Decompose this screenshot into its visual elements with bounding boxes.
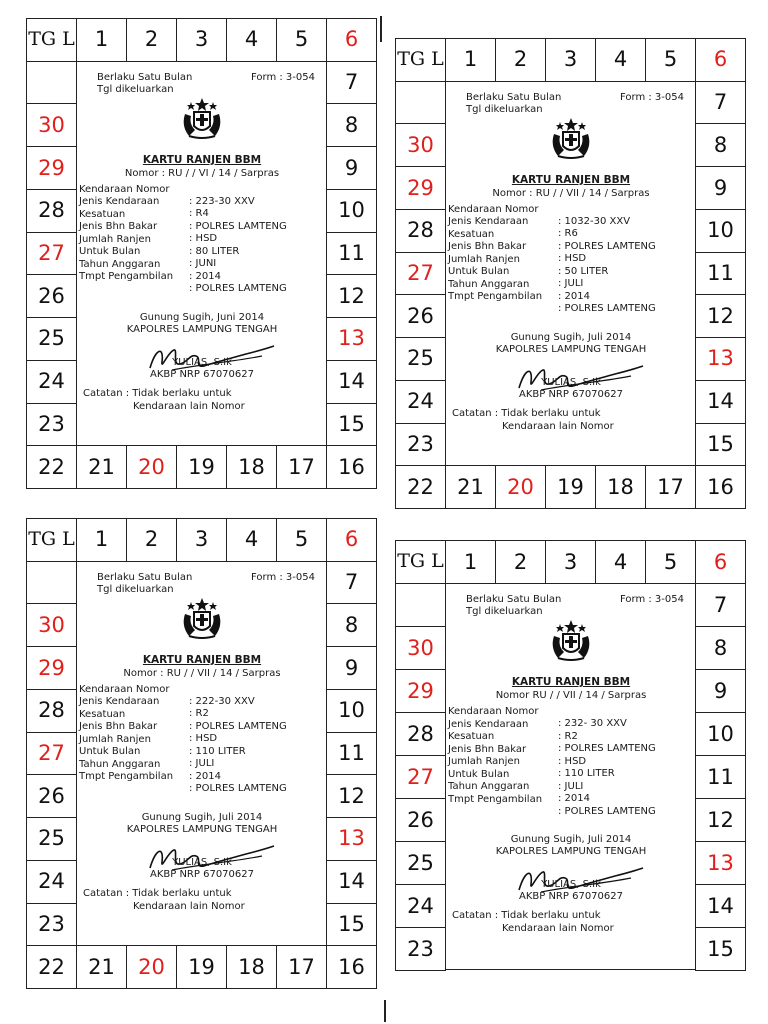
note-label: Catatan : Tidak berlaku untuk bbox=[452, 407, 601, 419]
card-body bbox=[77, 562, 327, 947]
field-value: : POLRES LAMTENG bbox=[558, 303, 656, 315]
day-cell[interactable]: 20 bbox=[126, 945, 177, 989]
issue-date-label: Tgl dikeluarkan bbox=[466, 606, 543, 617]
field-value: : R2 bbox=[189, 708, 209, 720]
day-cell[interactable]: 11 bbox=[695, 252, 746, 296]
day-cell[interactable]: 14 bbox=[695, 884, 746, 928]
field-value: : 110 LITER bbox=[189, 745, 246, 757]
tgl-header-cell[interactable]: TG L bbox=[395, 38, 446, 82]
day-cell[interactable]: 11 bbox=[326, 732, 377, 776]
issue-date-label: Tgl dikeluarkan bbox=[97, 83, 174, 95]
kapolres-title: KAPOLRES LAMPUNG TENGAH bbox=[495, 343, 647, 355]
issue-date-label: Tgl dikeluarkan bbox=[97, 583, 174, 595]
field-label: Untuk Bulan bbox=[79, 746, 141, 758]
day-cell[interactable]: 12 bbox=[326, 774, 377, 818]
day-cell[interactable]: 12 bbox=[326, 274, 377, 318]
day-cell[interactable]: 13 bbox=[326, 817, 377, 861]
day-cell[interactable]: 2 bbox=[495, 540, 546, 584]
card-number: Nomor RU / / VII / 14 / Sarpras bbox=[495, 690, 647, 701]
day-cell[interactable]: 1 bbox=[445, 38, 496, 82]
day-cell[interactable]: 27 bbox=[395, 755, 446, 799]
day-cell[interactable]: 4 bbox=[595, 540, 646, 584]
day-cell[interactable]: 22 bbox=[26, 945, 77, 989]
day-cell[interactable]: 25 bbox=[395, 841, 446, 885]
day-cell[interactable]: 13 bbox=[695, 337, 746, 381]
signer-name: YULIAS, S.Ik bbox=[172, 356, 232, 368]
day-cell[interactable]: 28 bbox=[26, 189, 77, 233]
day-cell[interactable]: 10 bbox=[326, 189, 377, 233]
cut-mark bbox=[384, 1000, 386, 1022]
field-label: Tmpt Pengambilan bbox=[79, 271, 174, 283]
form-number: Form : 3-054 bbox=[620, 91, 684, 103]
empty-day-cell[interactable] bbox=[395, 583, 446, 627]
field-value: : HSD bbox=[189, 733, 218, 745]
day-cell[interactable]: 13 bbox=[326, 317, 377, 361]
day-cell[interactable]: 14 bbox=[326, 360, 377, 404]
field-label: Jumlah Ranjen bbox=[79, 233, 151, 245]
field-label: Jenis Bhn Bakar bbox=[79, 221, 158, 233]
field-value: : 110 LITER bbox=[558, 768, 615, 779]
day-cell[interactable]: 24 bbox=[26, 360, 77, 404]
signer-nrp: AKBP NRP 67070627 bbox=[518, 891, 623, 902]
issue-date-label: Tgl dikeluarkan bbox=[466, 103, 543, 115]
field-label: Untuk Bulan bbox=[79, 246, 141, 258]
day-cell[interactable]: 27 bbox=[26, 732, 77, 776]
day-cell[interactable]: 8 bbox=[695, 123, 746, 167]
day-cell[interactable]: 23 bbox=[26, 903, 77, 947]
field-value: : JULI bbox=[189, 758, 215, 770]
tgl-header-cell[interactable]: TG L bbox=[26, 18, 77, 62]
field-value: : JULI bbox=[558, 780, 584, 792]
kapolres-title: KAPOLRES LAMPUNG TENGAH bbox=[126, 823, 278, 835]
card-number: Nomor : RU / / VII / 14 / Sarpras bbox=[123, 667, 281, 679]
empty-day-cell[interactable] bbox=[395, 81, 446, 125]
day-cell[interactable]: 4 bbox=[226, 18, 277, 62]
field-value: : JULI bbox=[558, 278, 584, 290]
day-cell[interactable]: 17 bbox=[276, 445, 327, 489]
field-value: : POLRES LAMTENG bbox=[189, 720, 287, 732]
day-cell[interactable]: 30 bbox=[26, 603, 77, 647]
ranjen-card bbox=[395, 38, 745, 508]
day-cell[interactable]: 20 bbox=[495, 465, 546, 509]
day-cell[interactable]: 25 bbox=[395, 337, 446, 381]
day-cell[interactable]: 11 bbox=[326, 232, 377, 276]
day-cell[interactable]: 4 bbox=[595, 38, 646, 82]
kapolres-title: KAPOLRES LAMPUNG TENGAH bbox=[126, 323, 278, 335]
card-title: KARTU RANJEN BBM bbox=[511, 676, 631, 688]
day-cell[interactable]: 1 bbox=[445, 540, 496, 584]
day-cell[interactable]: 27 bbox=[26, 232, 77, 276]
form-number: Form : 3-054 bbox=[251, 71, 315, 83]
day-cell[interactable]: 5 bbox=[645, 540, 696, 584]
day-cell[interactable]: 3 bbox=[545, 38, 596, 82]
validity-text: Berlaku Satu Bulan bbox=[97, 571, 193, 583]
field-label: Jumlah Ranjen bbox=[448, 756, 520, 767]
day-cell[interactable]: 29 bbox=[26, 146, 77, 190]
day-cell[interactable]: 7 bbox=[695, 583, 746, 627]
card-title: KARTU RANJEN BBM bbox=[142, 653, 262, 666]
day-cell[interactable]: 21 bbox=[76, 445, 127, 489]
day-cell[interactable]: 14 bbox=[695, 380, 746, 424]
note-label: Catatan : Tidak berlaku untuk bbox=[452, 910, 601, 921]
day-cell[interactable]: 3 bbox=[176, 518, 227, 562]
field-value: : HSD bbox=[558, 253, 587, 265]
day-cell[interactable]: 6 bbox=[326, 518, 377, 562]
field-value: : 2014 bbox=[558, 793, 590, 804]
day-cell[interactable]: 16 bbox=[326, 945, 377, 989]
day-cell[interactable]: 2 bbox=[126, 18, 177, 62]
day-cell[interactable]: 1 bbox=[76, 518, 127, 562]
field-label: Untuk Bulan bbox=[448, 266, 510, 278]
field-label: Tmpt Pengambilan bbox=[448, 793, 543, 805]
field-value: : R4 bbox=[189, 208, 209, 220]
field-value: : 2014 bbox=[558, 290, 590, 302]
day-cell[interactable]: 15 bbox=[695, 423, 746, 467]
day-cell[interactable]: 9 bbox=[326, 646, 377, 690]
day-cell[interactable]: 5 bbox=[276, 518, 327, 562]
ranjen-card bbox=[26, 518, 376, 988]
field-label: Tahun Anggaran bbox=[448, 781, 530, 792]
day-cell[interactable]: 26 bbox=[26, 274, 77, 318]
day-cell[interactable]: 30 bbox=[26, 103, 77, 147]
day-cell[interactable]: 7 bbox=[326, 61, 377, 105]
day-cell[interactable]: 28 bbox=[395, 712, 446, 756]
field-value: : HSD bbox=[558, 755, 587, 767]
card-title: KARTU RANJEN BBM bbox=[142, 153, 262, 166]
police-emblem-icon bbox=[548, 618, 594, 665]
day-cell[interactable]: 21 bbox=[76, 945, 127, 989]
card-body bbox=[446, 82, 696, 467]
tgl-header-cell[interactable]: TG L bbox=[395, 540, 446, 584]
form-number: Form : 3-054 bbox=[620, 594, 684, 605]
signer-nrp: AKBP NRP 67070627 bbox=[149, 868, 254, 880]
validity-text: Berlaku Satu Bulan bbox=[466, 91, 562, 103]
day-cell[interactable]: 22 bbox=[26, 445, 77, 489]
day-cell[interactable]: 28 bbox=[395, 209, 446, 253]
field-value: : POLRES LAMTENG bbox=[558, 743, 656, 754]
day-cell[interactable]: 26 bbox=[26, 774, 77, 818]
field-value: : POLRES LAMTENG bbox=[189, 783, 287, 795]
card-number: Nomor : RU / / VI / 14 / Sarpras bbox=[124, 167, 280, 179]
day-cell[interactable]: 29 bbox=[395, 166, 446, 210]
day-cell[interactable]: 14 bbox=[326, 860, 377, 904]
field-label: Jenis Kendaraan bbox=[448, 216, 529, 228]
field-label: Kendaraan Nomor bbox=[448, 203, 539, 215]
day-cell[interactable]: 29 bbox=[395, 669, 446, 713]
validity-text: Berlaku Satu Bulan bbox=[97, 71, 193, 83]
day-cell[interactable]: 1 bbox=[76, 18, 127, 62]
field-label: Untuk Bulan bbox=[448, 768, 510, 780]
day-cell[interactable]: 17 bbox=[645, 465, 696, 509]
field-label: Tmpt Pengambilan bbox=[79, 771, 174, 783]
form-number: Form : 3-054 bbox=[251, 571, 315, 583]
field-label: Kendaraan Nomor bbox=[79, 183, 170, 195]
field-label: Jumlah Ranjen bbox=[448, 253, 520, 265]
day-cell[interactable]: 26 bbox=[395, 798, 446, 842]
day-cell[interactable]: 24 bbox=[395, 380, 446, 424]
police-emblem-icon bbox=[179, 96, 225, 143]
day-cell[interactable]: 28 bbox=[26, 689, 77, 733]
day-cell[interactable]: 3 bbox=[545, 540, 596, 584]
day-cell[interactable]: 17 bbox=[276, 945, 327, 989]
day-cell[interactable]: 15 bbox=[326, 903, 377, 947]
card-number: Nomor : RU / / VII / 14 / Sarpras bbox=[492, 187, 650, 199]
day-cell[interactable]: 13 bbox=[695, 841, 746, 885]
day-cell[interactable]: 30 bbox=[395, 626, 446, 670]
ranjen-card bbox=[395, 540, 745, 970]
day-cell[interactable]: 4 bbox=[226, 518, 277, 562]
note-text: Kendaraan lain Nomor bbox=[502, 923, 614, 934]
day-cell[interactable]: 6 bbox=[695, 540, 746, 584]
day-cell[interactable]: 19 bbox=[176, 445, 227, 489]
day-cell[interactable]: 7 bbox=[326, 561, 377, 605]
day-cell[interactable]: 19 bbox=[545, 465, 596, 509]
day-cell[interactable]: 9 bbox=[326, 146, 377, 190]
day-cell[interactable]: 5 bbox=[645, 38, 696, 82]
field-value: : 232- 30 XXV bbox=[558, 718, 627, 729]
note-text: Kendaraan lain Nomor bbox=[133, 900, 245, 912]
tgl-header-cell[interactable]: TG L bbox=[26, 518, 77, 562]
field-label: Kendaraan Nomor bbox=[448, 706, 539, 717]
field-value: : POLRES LAMTENG bbox=[189, 220, 287, 232]
day-cell[interactable]: 23 bbox=[395, 927, 446, 971]
day-cell[interactable]: 29 bbox=[26, 646, 77, 690]
day-cell[interactable]: 9 bbox=[695, 669, 746, 713]
day-cell[interactable]: 25 bbox=[26, 317, 77, 361]
field-label: Jenis Bhn Bakar bbox=[448, 743, 527, 755]
day-cell[interactable]: 8 bbox=[326, 603, 377, 647]
field-label: Tahun Anggaran bbox=[79, 758, 161, 770]
field-value: : 50 LITER bbox=[558, 265, 609, 277]
day-cell[interactable]: 10 bbox=[695, 209, 746, 253]
field-value: : 2014 bbox=[189, 770, 221, 782]
field-label: Tmpt Pengambilan bbox=[448, 291, 543, 303]
field-label: Jumlah Ranjen bbox=[79, 733, 151, 745]
day-cell[interactable]: 24 bbox=[26, 860, 77, 904]
day-cell[interactable]: 12 bbox=[695, 798, 746, 842]
day-cell[interactable]: 18 bbox=[595, 465, 646, 509]
signer-nrp: AKBP NRP 67070627 bbox=[518, 388, 623, 400]
day-cell[interactable]: 10 bbox=[695, 712, 746, 756]
field-label: Jenis Kendaraan bbox=[448, 718, 529, 730]
field-value: : R6 bbox=[558, 228, 578, 240]
day-cell[interactable]: 22 bbox=[395, 465, 446, 509]
day-cell[interactable]: 11 bbox=[695, 755, 746, 799]
field-value: : 1032-30 XXV bbox=[558, 215, 631, 227]
police-emblem-icon bbox=[179, 596, 225, 643]
day-cell[interactable]: 24 bbox=[395, 884, 446, 928]
day-cell[interactable]: 30 bbox=[395, 123, 446, 167]
day-cell[interactable]: 18 bbox=[226, 445, 277, 489]
field-label: Kesatuan bbox=[448, 228, 495, 240]
day-cell[interactable]: 15 bbox=[695, 927, 746, 971]
day-cell[interactable]: 15 bbox=[326, 403, 377, 447]
day-cell[interactable]: 12 bbox=[695, 294, 746, 338]
card-body bbox=[446, 584, 696, 934]
day-cell[interactable]: 21 bbox=[445, 465, 496, 509]
day-cell[interactable]: 3 bbox=[176, 18, 227, 62]
note-text: Kendaraan lain Nomor bbox=[502, 420, 614, 432]
day-cell[interactable]: 5 bbox=[276, 18, 327, 62]
day-cell[interactable]: 8 bbox=[326, 103, 377, 147]
day-cell[interactable]: 19 bbox=[176, 945, 227, 989]
police-emblem-icon bbox=[548, 116, 594, 163]
place-date: Gunung Sugih, Juli 2014 bbox=[141, 811, 263, 823]
note-label: Catatan : Tidak berlaku untuk bbox=[83, 887, 232, 899]
field-label: Jenis Kendaraan bbox=[79, 696, 160, 708]
field-value: : POLRES LAMTENG bbox=[558, 805, 656, 817]
day-cell[interactable]: 2 bbox=[495, 38, 546, 82]
day-cell[interactable]: 20 bbox=[126, 445, 177, 489]
validity-text: Berlaku Satu Bulan bbox=[466, 594, 562, 605]
field-value: : 223-30 XXV bbox=[189, 195, 255, 207]
day-cell[interactable]: 23 bbox=[395, 423, 446, 467]
day-cell[interactable]: 23 bbox=[26, 403, 77, 447]
empty-day-cell[interactable] bbox=[26, 561, 77, 605]
place-date: Gunung Sugih, Juni 2014 bbox=[139, 311, 265, 323]
day-cell[interactable]: 8 bbox=[695, 626, 746, 670]
signer-nrp: AKBP NRP 67070627 bbox=[149, 368, 254, 380]
day-cell[interactable]: 2 bbox=[126, 518, 177, 562]
day-cell[interactable]: 9 bbox=[695, 166, 746, 210]
day-cell[interactable]: 10 bbox=[326, 689, 377, 733]
note-text: Kendaraan lain Nomor bbox=[133, 400, 245, 412]
day-cell[interactable]: 26 bbox=[395, 294, 446, 338]
field-value: : 222-30 XXV bbox=[189, 695, 255, 707]
cut-mark bbox=[380, 16, 382, 42]
ranjen-card bbox=[26, 18, 376, 488]
day-cell[interactable]: 16 bbox=[695, 465, 746, 509]
field-value: : R2 bbox=[558, 730, 578, 742]
card-title: KARTU RANJEN BBM bbox=[511, 173, 631, 186]
day-cell[interactable]: 6 bbox=[695, 38, 746, 82]
signer-name: YULIAS, S.Ik bbox=[541, 879, 601, 890]
day-cell[interactable]: 25 bbox=[26, 817, 77, 861]
field-value: : 80 LITER bbox=[189, 245, 240, 257]
field-value: : 2014 bbox=[189, 270, 221, 282]
empty-day-cell[interactable] bbox=[26, 61, 77, 105]
field-value: : POLRES LAMTENG bbox=[189, 283, 287, 295]
day-cell[interactable]: 27 bbox=[395, 252, 446, 296]
field-value: : POLRES LAMTENG bbox=[558, 240, 656, 252]
kapolres-title: KAPOLRES LAMPUNG TENGAH bbox=[495, 846, 647, 857]
place-date: Gunung Sugih, Juli 2014 bbox=[510, 834, 632, 845]
field-label: Tahun Anggaran bbox=[448, 278, 530, 290]
place-date: Gunung Sugih, Juli 2014 bbox=[510, 331, 632, 343]
field-value: : HSD bbox=[189, 233, 218, 245]
field-label: Jenis Bhn Bakar bbox=[79, 721, 158, 733]
signer-name: YULIAS, S.Ik bbox=[172, 856, 232, 868]
day-cell[interactable]: 16 bbox=[326, 445, 377, 489]
field-label: Tahun Anggaran bbox=[79, 258, 161, 270]
field-label: Jenis Kendaraan bbox=[79, 196, 160, 208]
day-cell[interactable]: 6 bbox=[326, 18, 377, 62]
day-cell[interactable]: 18 bbox=[226, 945, 277, 989]
field-label: Kesatuan bbox=[448, 731, 495, 742]
day-cell[interactable]: 7 bbox=[695, 81, 746, 125]
note-label: Catatan : Tidak berlaku untuk bbox=[83, 387, 232, 399]
field-label: Kesatuan bbox=[79, 208, 126, 220]
field-label: Kesatuan bbox=[79, 708, 126, 720]
signer-name: YULIAS, S.Ik bbox=[541, 376, 601, 388]
card-body bbox=[77, 62, 327, 447]
field-label: Jenis Bhn Bakar bbox=[448, 241, 527, 253]
field-value: : JUNI bbox=[189, 258, 217, 270]
field-label: Kendaraan Nomor bbox=[79, 683, 170, 695]
